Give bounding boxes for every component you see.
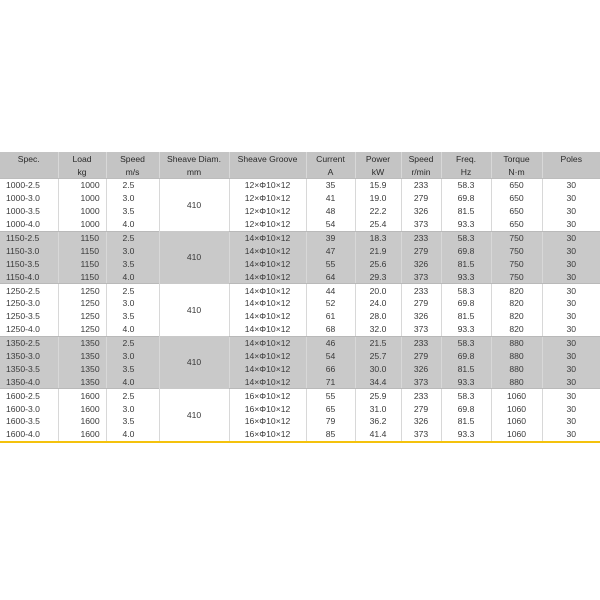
- accent-rule: [0, 441, 600, 443]
- cell-load: 1600: [58, 428, 106, 441]
- cell-load: 1000: [58, 179, 106, 192]
- cell-motor-speed: 326: [401, 257, 441, 270]
- cell-motor-speed: 373: [401, 375, 441, 388]
- cell-freq: 81.5: [441, 415, 491, 428]
- cell-power: 34.4: [355, 375, 401, 388]
- cell-load: 1600: [58, 389, 106, 402]
- table-body: [0, 179, 600, 441]
- cell-current: 54: [306, 218, 355, 231]
- cell-poles: 30: [542, 297, 600, 310]
- cell-spec: 1350-3.0: [0, 350, 58, 363]
- cell-sheave-groove: 12×Φ10×12: [229, 192, 306, 205]
- table-row: [0, 310, 600, 323]
- cell-poles: 30: [542, 375, 600, 388]
- cell-spec: 1150-4.0: [0, 270, 58, 283]
- cell-freq: 81.5: [441, 257, 491, 270]
- cell-sheave-diam: 410: [159, 336, 229, 389]
- cell-speed: 3.5: [106, 362, 159, 375]
- cell-sheave-groove: 16×Φ10×12: [229, 415, 306, 428]
- cell-motor-speed: 233: [401, 179, 441, 192]
- cell-torque: 750: [491, 270, 542, 283]
- cell-freq: 58.3: [441, 179, 491, 192]
- cell-load: 1250: [58, 297, 106, 310]
- cell-poles: 30: [542, 402, 600, 415]
- cell-motor-speed: 326: [401, 415, 441, 428]
- cell-motor-speed: 373: [401, 218, 441, 231]
- unit-freq: Hz: [441, 165, 491, 179]
- cell-spec: 1250-3.0: [0, 297, 58, 310]
- cell-speed: 4.0: [106, 323, 159, 336]
- cell-torque: 820: [491, 297, 542, 310]
- cell-load: 1000: [58, 205, 106, 218]
- cell-sheave-diam: 410: [159, 179, 229, 232]
- cell-speed: 2.5: [106, 284, 159, 297]
- cell-motor-speed: 326: [401, 362, 441, 375]
- unit-torque: N·m: [491, 165, 542, 179]
- cell-current: 68: [306, 323, 355, 336]
- cell-current: 39: [306, 231, 355, 244]
- spec-table: [0, 152, 600, 441]
- cell-torque: 880: [491, 350, 542, 363]
- cell-sheave-diam: 410: [159, 231, 229, 284]
- cell-power: 25.7: [355, 350, 401, 363]
- cell-poles: 30: [542, 323, 600, 336]
- cell-torque: 1060: [491, 415, 542, 428]
- table-row: [0, 205, 600, 218]
- cell-spec: 1350-4.0: [0, 375, 58, 388]
- cell-power: 25.6: [355, 257, 401, 270]
- cell-speed: 3.5: [106, 415, 159, 428]
- cell-torque: 880: [491, 375, 542, 388]
- cell-speed: 4.0: [106, 428, 159, 441]
- cell-load: 1000: [58, 218, 106, 231]
- table-row: [0, 350, 600, 363]
- cell-poles: 30: [542, 415, 600, 428]
- cell-torque: 820: [491, 323, 542, 336]
- cell-motor-speed: 279: [401, 244, 441, 257]
- cell-power: 32.0: [355, 323, 401, 336]
- cell-current: 48: [306, 205, 355, 218]
- cell-sheave-groove: 16×Φ10×12: [229, 389, 306, 402]
- cell-torque: 750: [491, 244, 542, 257]
- cell-load: 1250: [58, 310, 106, 323]
- cell-torque: 1060: [491, 428, 542, 441]
- cell-power: 41.4: [355, 428, 401, 441]
- cell-current: 79: [306, 415, 355, 428]
- cell-poles: 30: [542, 218, 600, 231]
- cell-torque: 650: [491, 205, 542, 218]
- cell-spec: 1150-3.5: [0, 257, 58, 270]
- cell-sheave-groove: 16×Φ10×12: [229, 402, 306, 415]
- cell-power: 25.9: [355, 389, 401, 402]
- cell-spec: 1250-4.0: [0, 323, 58, 336]
- table-row: [0, 218, 600, 231]
- cell-motor-speed: 373: [401, 323, 441, 336]
- cell-power: 31.0: [355, 402, 401, 415]
- cell-load: 1150: [58, 244, 106, 257]
- cell-power: 15.9: [355, 179, 401, 192]
- cell-power: 30.0: [355, 362, 401, 375]
- header-current: Current: [306, 152, 355, 165]
- table-row: [0, 362, 600, 375]
- cell-poles: 30: [542, 205, 600, 218]
- cell-spec: 1600-2.5: [0, 389, 58, 402]
- table-row: [0, 323, 600, 336]
- cell-speed: 3.0: [106, 244, 159, 257]
- cell-load: 1000: [58, 192, 106, 205]
- cell-load: 1150: [58, 231, 106, 244]
- cell-current: 65: [306, 402, 355, 415]
- cell-sheave-groove: 14×Φ10×12: [229, 270, 306, 283]
- table-row: [0, 257, 600, 270]
- cell-speed: 3.0: [106, 350, 159, 363]
- cell-speed: 3.0: [106, 192, 159, 205]
- cell-speed: 2.5: [106, 179, 159, 192]
- unit-motor-speed: r/min: [401, 165, 441, 179]
- cell-torque: 650: [491, 192, 542, 205]
- cell-load: 1350: [58, 375, 106, 388]
- table-header: [0, 152, 600, 179]
- cell-power: 19.0: [355, 192, 401, 205]
- cell-speed: 4.0: [106, 218, 159, 231]
- table-row: [0, 428, 600, 441]
- cell-current: 47: [306, 244, 355, 257]
- cell-torque: 820: [491, 310, 542, 323]
- cell-load: 1600: [58, 402, 106, 415]
- cell-load: 1350: [58, 350, 106, 363]
- cell-spec: 1000-2.5: [0, 179, 58, 192]
- cell-spec: 1000-3.0: [0, 192, 58, 205]
- cell-motor-speed: 233: [401, 336, 441, 349]
- cell-spec: 1000-3.5: [0, 205, 58, 218]
- cell-power: 24.0: [355, 297, 401, 310]
- unit-poles: [542, 165, 600, 179]
- cell-sheave-groove: 12×Φ10×12: [229, 205, 306, 218]
- cell-load: 1150: [58, 270, 106, 283]
- cell-motor-speed: 279: [401, 192, 441, 205]
- cell-current: 71: [306, 375, 355, 388]
- cell-motor-speed: 233: [401, 284, 441, 297]
- header-poles: Poles: [542, 152, 600, 165]
- cell-current: 46: [306, 336, 355, 349]
- cell-sheave-groove: 14×Φ10×12: [229, 336, 306, 349]
- cell-load: 1150: [58, 257, 106, 270]
- cell-current: 64: [306, 270, 355, 283]
- cell-spec: 1350-3.5: [0, 362, 58, 375]
- cell-spec: 1600-3.0: [0, 402, 58, 415]
- cell-speed: 2.5: [106, 336, 159, 349]
- cell-poles: 30: [542, 362, 600, 375]
- cell-freq: 69.8: [441, 297, 491, 310]
- cell-freq: 93.3: [441, 428, 491, 441]
- cell-freq: 69.8: [441, 244, 491, 257]
- unit-sheave-groove: [229, 165, 306, 179]
- cell-current: 61: [306, 310, 355, 323]
- cell-sheave-groove: 12×Φ10×12: [229, 179, 306, 192]
- cell-speed: 3.5: [106, 205, 159, 218]
- unit-power: kW: [355, 165, 401, 179]
- cell-speed: 4.0: [106, 375, 159, 388]
- cell-power: 18.3: [355, 231, 401, 244]
- header-speed: Speed: [106, 152, 159, 165]
- cell-spec: 1600-4.0: [0, 428, 58, 441]
- cell-speed: 3.0: [106, 297, 159, 310]
- cell-freq: 81.5: [441, 362, 491, 375]
- table-row: [0, 389, 600, 402]
- cell-sheave-groove: 14×Φ10×12: [229, 323, 306, 336]
- cell-torque: 880: [491, 362, 542, 375]
- cell-motor-speed: 373: [401, 428, 441, 441]
- cell-load: 1600: [58, 415, 106, 428]
- cell-sheave-groove: 12×Φ10×12: [229, 218, 306, 231]
- cell-spec: 1150-3.0: [0, 244, 58, 257]
- table-row: [0, 336, 600, 349]
- header-spec: Spec.: [0, 152, 58, 165]
- header-sheave-groove: Sheave Groove: [229, 152, 306, 165]
- cell-motor-speed: 233: [401, 389, 441, 402]
- cell-torque: 750: [491, 257, 542, 270]
- cell-speed: 4.0: [106, 270, 159, 283]
- cell-current: 41: [306, 192, 355, 205]
- cell-spec: 1000-4.0: [0, 218, 58, 231]
- cell-current: 52: [306, 297, 355, 310]
- cell-freq: 81.5: [441, 310, 491, 323]
- table-row: [0, 244, 600, 257]
- cell-load: 1250: [58, 323, 106, 336]
- cell-sheave-groove: 14×Φ10×12: [229, 350, 306, 363]
- cell-spec: 1600-3.5: [0, 415, 58, 428]
- cell-freq: 93.3: [441, 270, 491, 283]
- cell-power: 21.9: [355, 244, 401, 257]
- cell-poles: 30: [542, 257, 600, 270]
- cell-sheave-groove: 14×Φ10×12: [229, 284, 306, 297]
- cell-motor-speed: 279: [401, 350, 441, 363]
- cell-torque: 1060: [491, 389, 542, 402]
- cell-torque: 1060: [491, 402, 542, 415]
- unit-sheave-diam: mm: [159, 165, 229, 179]
- cell-motor-speed: 326: [401, 205, 441, 218]
- header-motor-speed: Speed: [401, 152, 441, 165]
- cell-motor-speed: 326: [401, 310, 441, 323]
- cell-current: 44: [306, 284, 355, 297]
- cell-torque: 650: [491, 218, 542, 231]
- cell-current: 55: [306, 389, 355, 402]
- cell-poles: 30: [542, 336, 600, 349]
- cell-torque: 880: [491, 336, 542, 349]
- header-row-units: [0, 165, 600, 179]
- header-power: Power: [355, 152, 401, 165]
- cell-sheave-groove: 16×Φ10×12: [229, 428, 306, 441]
- cell-freq: 69.8: [441, 402, 491, 415]
- cell-speed: 3.5: [106, 310, 159, 323]
- cell-power: 28.0: [355, 310, 401, 323]
- cell-spec: 1350-2.5: [0, 336, 58, 349]
- cell-sheave-groove: 14×Φ10×12: [229, 231, 306, 244]
- cell-sheave-diam: 410: [159, 389, 229, 441]
- cell-poles: 30: [542, 244, 600, 257]
- cell-freq: 58.3: [441, 284, 491, 297]
- cell-speed: 3.0: [106, 402, 159, 415]
- table-row: [0, 231, 600, 244]
- cell-load: 1250: [58, 284, 106, 297]
- table-row: [0, 402, 600, 415]
- cell-load: 1350: [58, 336, 106, 349]
- cell-spec: 1250-2.5: [0, 284, 58, 297]
- cell-poles: 30: [542, 310, 600, 323]
- cell-speed: 2.5: [106, 231, 159, 244]
- cell-sheave-groove: 14×Φ10×12: [229, 375, 306, 388]
- cell-poles: 30: [542, 179, 600, 192]
- cell-torque: 750: [491, 231, 542, 244]
- cell-speed: 3.5: [106, 257, 159, 270]
- cell-sheave-groove: 14×Φ10×12: [229, 310, 306, 323]
- cell-freq: 58.3: [441, 389, 491, 402]
- cell-current: 54: [306, 350, 355, 363]
- cell-power: 22.2: [355, 205, 401, 218]
- cell-motor-speed: 373: [401, 270, 441, 283]
- cell-current: 85: [306, 428, 355, 441]
- cell-current: 35: [306, 179, 355, 192]
- unit-speed: m/s: [106, 165, 159, 179]
- cell-motor-speed: 279: [401, 297, 441, 310]
- header-sheave-diam: Sheave Diam.: [159, 152, 229, 165]
- table-row: [0, 375, 600, 388]
- cell-speed: 2.5: [106, 389, 159, 402]
- cell-poles: 30: [542, 231, 600, 244]
- cell-freq: 93.3: [441, 323, 491, 336]
- header-torque: Torque: [491, 152, 542, 165]
- cell-poles: 30: [542, 192, 600, 205]
- table-row: [0, 284, 600, 297]
- cell-freq: 93.3: [441, 218, 491, 231]
- cell-freq: 58.3: [441, 336, 491, 349]
- cell-freq: 81.5: [441, 205, 491, 218]
- cell-motor-speed: 279: [401, 402, 441, 415]
- cell-power: 21.5: [355, 336, 401, 349]
- cell-sheave-groove: 14×Φ10×12: [229, 297, 306, 310]
- unit-current: A: [306, 165, 355, 179]
- cell-freq: 58.3: [441, 231, 491, 244]
- cell-freq: 69.8: [441, 350, 491, 363]
- unit-load: kg: [58, 165, 106, 179]
- cell-sheave-groove: 14×Φ10×12: [229, 244, 306, 257]
- cell-power: 25.4: [355, 218, 401, 231]
- table-row: [0, 179, 600, 192]
- header-freq: Freq.: [441, 152, 491, 165]
- table-row: [0, 192, 600, 205]
- cell-poles: 30: [542, 350, 600, 363]
- header-load: Load: [58, 152, 106, 165]
- cell-poles: 30: [542, 389, 600, 402]
- cell-power: 29.3: [355, 270, 401, 283]
- cell-load: 1350: [58, 362, 106, 375]
- cell-sheave-groove: 14×Φ10×12: [229, 257, 306, 270]
- cell-poles: 30: [542, 428, 600, 441]
- cell-freq: 69.8: [441, 192, 491, 205]
- cell-spec: 1250-3.5: [0, 310, 58, 323]
- cell-freq: 93.3: [441, 375, 491, 388]
- cell-current: 66: [306, 362, 355, 375]
- cell-spec: 1150-2.5: [0, 231, 58, 244]
- cell-torque: 820: [491, 284, 542, 297]
- cell-poles: 30: [542, 284, 600, 297]
- table-row: [0, 415, 600, 428]
- cell-motor-speed: 233: [401, 231, 441, 244]
- header-row-labels: [0, 152, 600, 165]
- cell-sheave-groove: 14×Φ10×12: [229, 362, 306, 375]
- cell-power: 36.2: [355, 415, 401, 428]
- cell-power: 20.0: [355, 284, 401, 297]
- cell-poles: 30: [542, 270, 600, 283]
- cell-torque: 650: [491, 179, 542, 192]
- table-row: [0, 297, 600, 310]
- cell-sheave-diam: 410: [159, 284, 229, 337]
- cell-current: 55: [306, 257, 355, 270]
- table-row: [0, 270, 600, 283]
- unit-spec: [0, 165, 58, 179]
